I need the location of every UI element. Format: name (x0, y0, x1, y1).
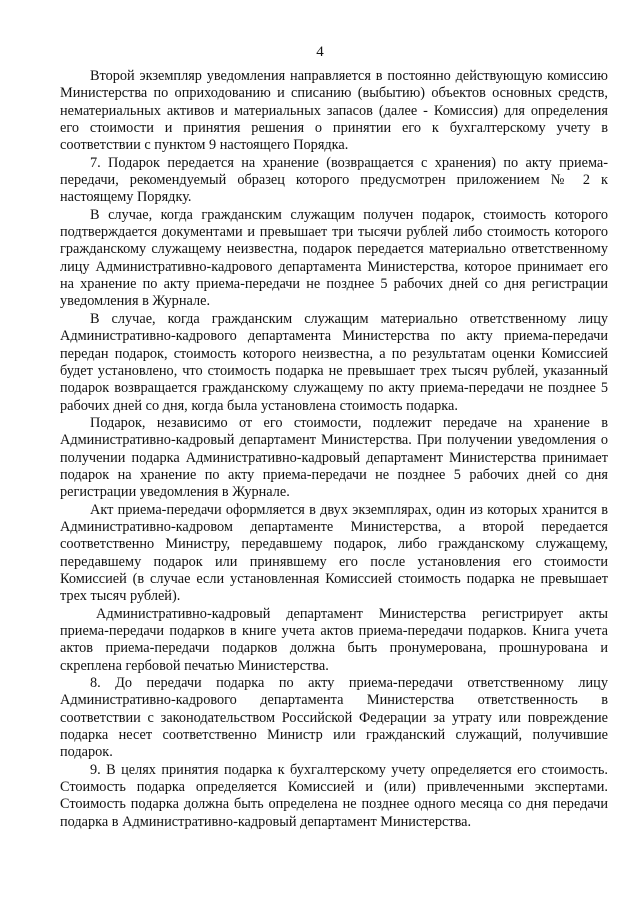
paragraph-gift-over-threshold: В случае, когда гражданским служащим получен подарок, стоимость которого подтверждается документами и превышает три тысячи рублей либо стоимость которого гражданскому служащему неизвестна, подарок передается материально ответственному лицу Административно-кадрового департамента Министерства, которое принимает его на хранение по акту приема-передачи не позднее 5 рабочих дней со дня регистрации уведомления в Журнале. (60, 206, 608, 310)
paragraph-transfer-act: Акт приема-передачи оформляется в двух экземплярах, один из которых хранится в Административно-кадровом департаменте Министерства, а второй передается соответственно Министру, передавшему подарок, либо гражданскому служащему, передавшему подарок или принявшему его после установления его стоимости Комиссией (в случае если установленная Комиссией стоимость подарка не превышает трех тысяч рублей). (60, 501, 608, 605)
paragraph-gift-storage: Подарок, независимо от его стоимости, подлежит передаче на хранение в Административно-кадровый департамент Министерства. При получении уведомления о получении подарка Административно-кадровый департамент Министерства принимает подарок на хранение по акту приема-передачи не позднее 5 рабочих дней со дня регистрации уведомления в Журнале. (60, 414, 608, 501)
paragraph-item-9: 9. В целях принятия подарка к бухгалтерскому учету определяется его стоимость. Стоимость подарка определяется Комиссией и (или) привлеченными экспертами. Стоимость подарка должна быть определена не позднее одного месяца со дня передачи подарка в Административно-кадровый департамент Министерства. (60, 761, 608, 830)
paragraph-gift-return: В случае, когда гражданским служащим материально ответственному лицу Административно-кадрового департамента Министерства по акту приема-передачи передан подарок, стоимость которого неизвестна, а по результатам оценки Комиссией будет установлено, что стоимость подарка не превышает трех тысяч рублей, указанный подарок возвращается гражданскому служащему по акту приема-передачи не позднее 5 рабочих дней со дня, когда была установлена стоимость подарка. (60, 310, 608, 414)
document-body (60, 68, 608, 831)
paragraph-act-registration: Административно-кадровый департамент Министерства регистрирует акты приема-передачи подарков в книге учета актов приема-передачи подарков. Книга учета актов приема-передачи подарков должна быть пронумерована, прошнурована и скреплена гербовой печатью Министерства. (60, 605, 608, 674)
paragraph-item-8: 8. До передачи подарка по акту приема-передачи ответственному лицу Административно-кадрового департамента Министерства ответственность в соответствии с законодательством Российской Федерации за утрату или повреждение подарка несет соответственно Министр или гражданский служащий, получившие подарок. (60, 675, 608, 761)
paragraph-item-7: 7. Подарок передается на хранение (возвращается с хранения) по акту приема-передачи, рекомендуемый образец которого предусмотрен приложением № 2 к настоящему Порядку. (60, 154, 608, 206)
paragraph-second-copy-notice: Второй экземпляр уведомления направляется в постоянно действующую комиссию Министерства по оприходованию и списанию (выбытию) объектов основных средств, нематериальных активов и материальных запасов (далее - Комиссия) для определения его стоимости и принятия решения о принятии его к бухгалтерскому учету в соответствии с пунктом 9 настоящего Порядка. (60, 68, 608, 154)
page-number: 4 (316, 44, 324, 60)
